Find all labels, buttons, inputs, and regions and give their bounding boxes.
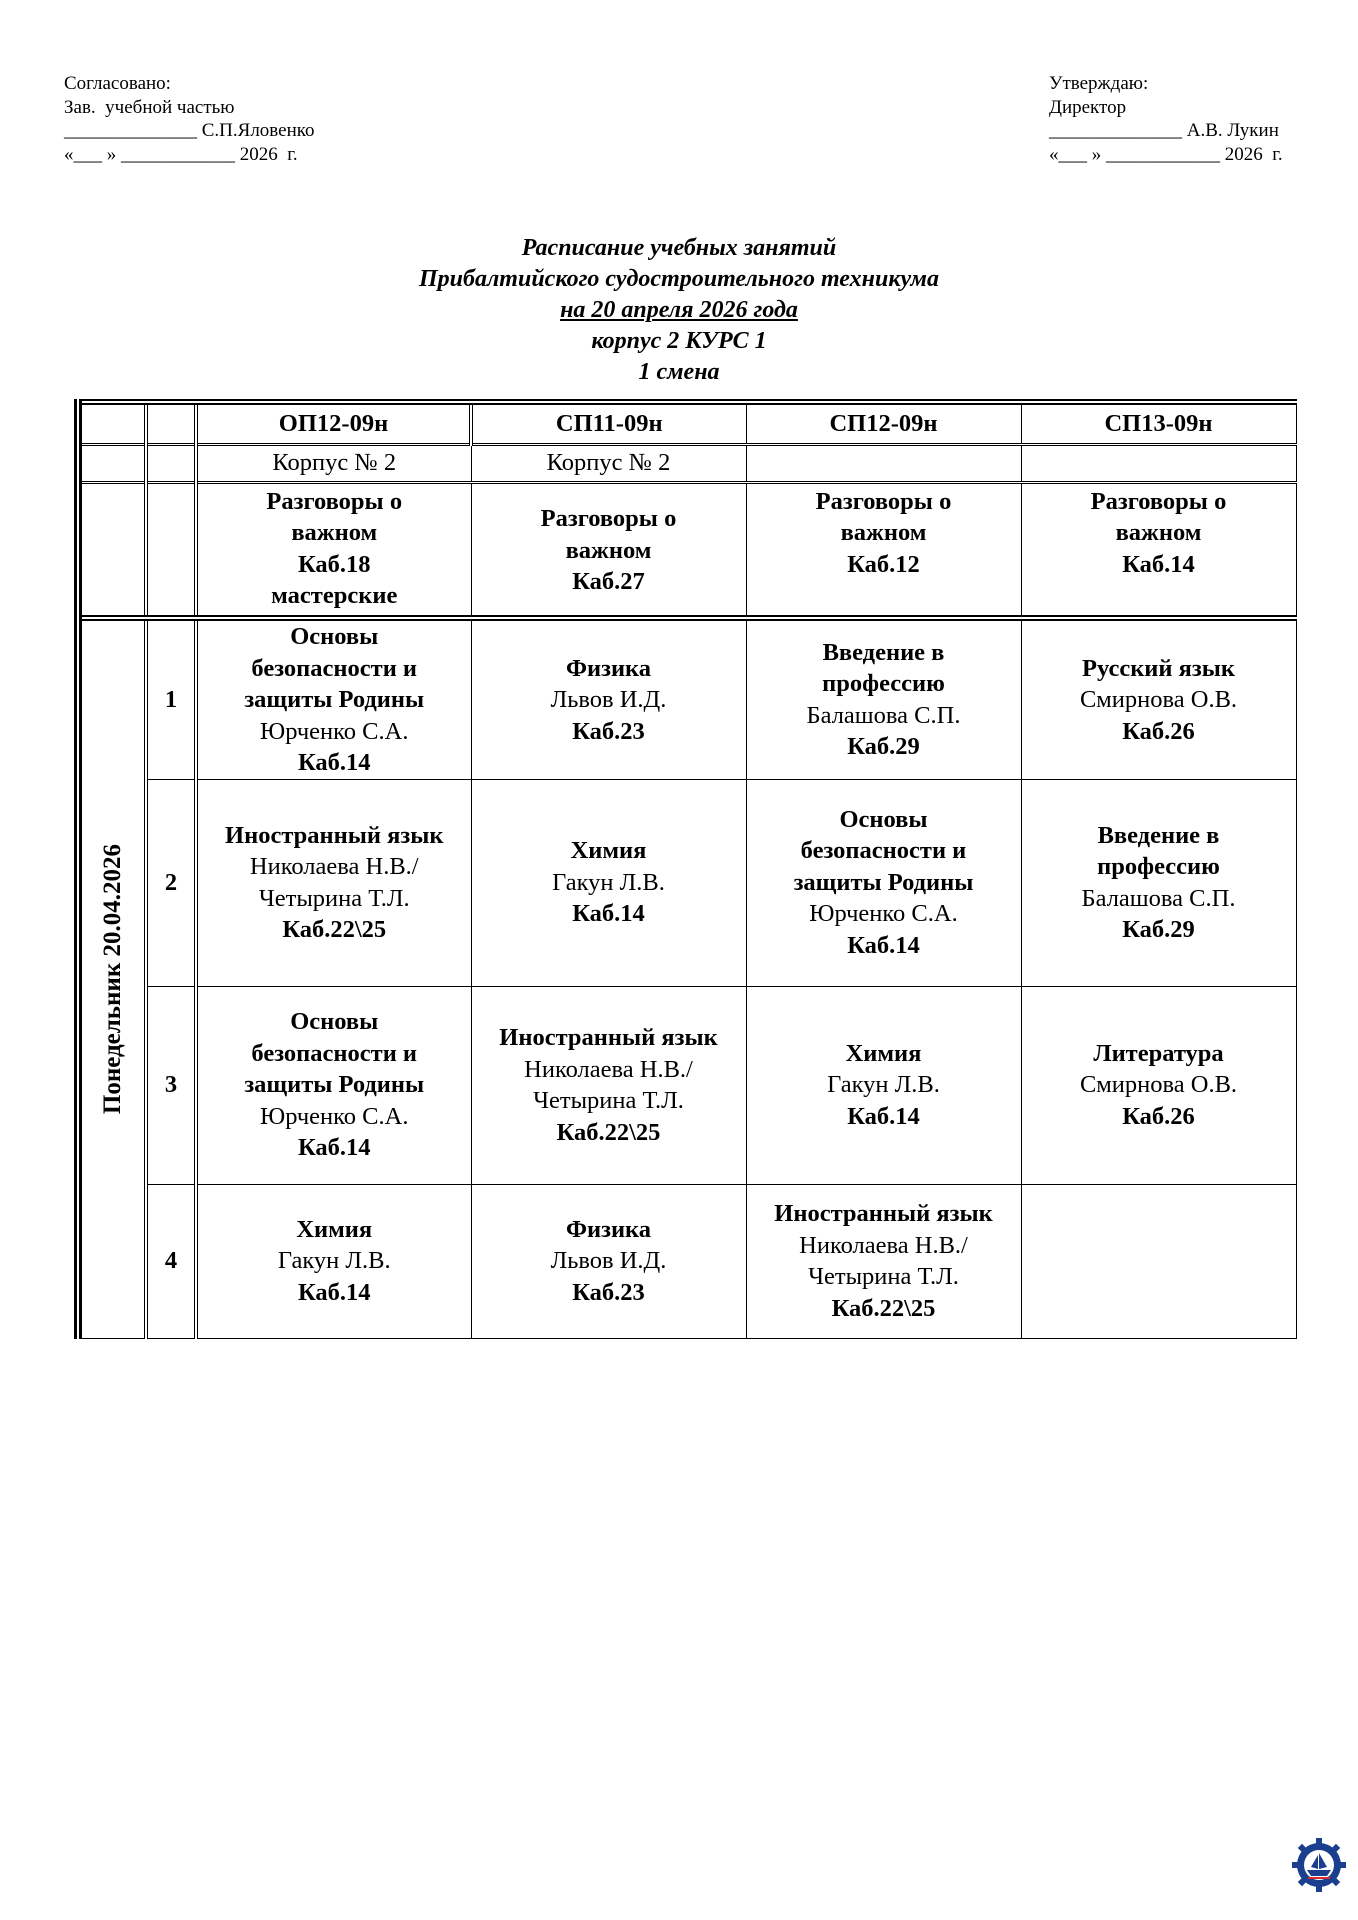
lesson-teacher: Львов И.Д. — [550, 686, 667, 713]
important-talk-row — [78, 482, 1296, 618]
period-number: 2 — [146, 779, 196, 986]
lesson-teacher: Балашова С.П. — [806, 701, 961, 729]
lesson-teacher: Юрченко С.А. — [260, 1102, 409, 1130]
schedule-table — [74, 399, 1297, 1339]
lesson-teacher: Гакун Л.В. — [277, 1247, 391, 1275]
group-header-row — [78, 402, 1296, 444]
lesson-subject: Основы — [839, 805, 928, 833]
lesson-subject: защиты Родины — [793, 868, 974, 896]
lesson-subject: защиты Родины — [244, 1071, 425, 1099]
lesson-subject: безопасности и — [800, 837, 967, 865]
lesson-room: Каб.23 — [572, 717, 645, 745]
approval-block-left — [64, 72, 315, 166]
approval-block-right — [1049, 72, 1283, 166]
lesson-cell — [471, 618, 746, 779]
lesson-cell — [196, 618, 471, 779]
building-cell: Корпус № 2 — [196, 444, 471, 482]
lesson-room: Каб.14 — [297, 1278, 371, 1306]
topic-room: Каб.12 — [847, 550, 920, 578]
topic-subject: важном — [291, 519, 378, 546]
building-row — [78, 444, 1296, 482]
title-line5: 1 смена — [638, 359, 720, 385]
lesson-room: Каб.14 — [297, 1134, 371, 1162]
lesson-cell — [471, 779, 746, 986]
lesson-cell — [1021, 1184, 1296, 1338]
lesson-teacher: Четырина Т.Л. — [808, 1263, 959, 1290]
period-number: 4 — [146, 1184, 196, 1338]
period-row — [78, 779, 1296, 986]
topic-room: Каб.14 — [1122, 550, 1195, 578]
approval-right-line2: Директор — [1049, 96, 1127, 118]
topic-subject: Разговоры о — [266, 487, 403, 515]
lesson-subject: безопасности и — [251, 1039, 418, 1067]
approval-right-line4: «___ » ____________ 2026 г. — [1049, 143, 1283, 165]
lesson-subject: Химия — [296, 1215, 373, 1243]
lesson-subject: профессию — [1097, 853, 1220, 880]
lesson-subject: Иностранный язык — [774, 1200, 993, 1227]
lesson-cell — [746, 1184, 1021, 1338]
lesson-room: Каб.29 — [847, 733, 920, 761]
lesson-room: Каб.22\25 — [282, 916, 387, 943]
title-line1: Расписание учебных занятий — [521, 235, 837, 261]
group-header: СП13-09н — [1021, 402, 1296, 444]
topic-subject: важном — [1115, 519, 1202, 546]
lesson-subject: Русский язык — [1081, 654, 1236, 682]
lesson-subject: Физика — [565, 1215, 652, 1243]
approval-left-line3: ______________ С.П.Яловенко — [64, 120, 315, 141]
lesson-teacher: Николаева Н.В./ — [524, 1055, 693, 1083]
approval-left-line1: Согласовано: — [64, 73, 171, 94]
lesson-teacher: Николаева Н.В./ — [799, 1231, 968, 1259]
lesson-teacher: Юрченко С.А. — [260, 717, 409, 745]
lesson-subject: защиты Родины — [244, 686, 425, 713]
lesson-subject: безопасности и — [251, 654, 418, 682]
lesson-teacher: Балашова С.П. — [1081, 884, 1236, 912]
approval-right-line1: Утверждаю: — [1049, 73, 1149, 94]
lesson-room: Каб.22\25 — [831, 1294, 936, 1322]
lesson-subject: Основы — [290, 1008, 379, 1036]
building-empty-day — [78, 444, 146, 482]
topic-extra: мастерские — [271, 582, 398, 609]
header-empty-num — [146, 402, 196, 444]
topic-empty-day — [78, 482, 146, 618]
lesson-subject: Химия — [845, 1039, 922, 1067]
lesson-teacher: Четырина Т.Л. — [533, 1087, 684, 1114]
lesson-room: Каб.26 — [1122, 1102, 1195, 1130]
building-empty-num — [146, 444, 196, 482]
lesson-cell — [471, 986, 746, 1184]
title-line2: Прибалтийского судостроительного техникума — [419, 266, 939, 292]
topic-room: Каб.18 — [297, 550, 371, 578]
ship-gear-logo-icon — [1291, 1837, 1347, 1893]
lesson-teacher: Львов И.Д. — [550, 1247, 667, 1275]
topic-cell — [1021, 482, 1296, 618]
lesson-cell — [196, 986, 471, 1184]
lesson-teacher: Смирнова О.В. — [1079, 686, 1238, 713]
building-cell: Корпус № 2 — [471, 444, 746, 482]
lesson-subject: Основы — [290, 623, 379, 650]
lesson-teacher: Гакун Л.В. — [827, 1071, 940, 1099]
lesson-cell — [471, 1184, 746, 1338]
lesson-subject: Иностранный язык — [499, 1024, 718, 1051]
topic-subject: важном — [565, 536, 652, 564]
building-cell — [746, 444, 1021, 482]
lesson-teacher: Гакун Л.В. — [552, 868, 665, 896]
title-line4: корпус 2 КУРС 1 — [591, 328, 767, 354]
period-row — [78, 618, 1296, 779]
period-row — [78, 1184, 1296, 1338]
lesson-room: Каб.14 — [847, 931, 920, 959]
lesson-cell — [1021, 779, 1296, 986]
title-line3 — [0, 295, 1358, 326]
lesson-cell — [1021, 618, 1296, 779]
topic-cell — [471, 482, 746, 618]
lesson-teacher: Четырина Т.Л. — [258, 884, 410, 912]
lesson-room: Каб.23 — [572, 1278, 645, 1306]
day-cell — [78, 618, 146, 1338]
lesson-room: Каб.22\25 — [556, 1118, 661, 1146]
lesson-cell — [746, 986, 1021, 1184]
lesson-room: Каб.26 — [1122, 717, 1195, 745]
lesson-room: Каб.14 — [572, 900, 645, 928]
lesson-teacher: Смирнова О.В. — [1079, 1071, 1238, 1099]
lesson-subject: Физика — [565, 654, 652, 682]
lesson-cell — [196, 1184, 471, 1338]
lesson-subject: Химия — [570, 837, 647, 865]
header-empty-day — [78, 402, 146, 444]
lesson-room: Каб.29 — [1122, 916, 1195, 943]
lesson-cell — [746, 618, 1021, 779]
period-number: 3 — [146, 986, 196, 1184]
lesson-subject: профессию — [822, 670, 945, 698]
period-number: 1 — [146, 618, 196, 779]
lesson-cell — [196, 779, 471, 986]
topic-subject: важном — [840, 519, 927, 546]
lesson-room: Каб.14 — [847, 1102, 920, 1130]
building-cell — [1021, 444, 1296, 482]
lesson-room: Каб.14 — [297, 749, 371, 776]
group-header: ОП12-09н — [196, 402, 471, 444]
day-label: Понедельник 20.04.2026 — [99, 844, 127, 1115]
lesson-teacher: Николаева Н.В./ — [249, 853, 419, 880]
approval-right-line3: ______________ А.В. Лукин — [1049, 120, 1279, 141]
approval-left-line2: Зав. учебной частью — [64, 96, 235, 118]
topic-subject: Разговоры о — [1090, 487, 1227, 515]
lesson-cell — [1021, 986, 1296, 1184]
lesson-subject: Литература — [1093, 1039, 1224, 1067]
lesson-subject: Иностранный язык — [225, 821, 444, 849]
group-header: СП12-09н — [746, 402, 1021, 444]
topic-cell — [196, 482, 471, 618]
topic-empty-num — [146, 482, 196, 618]
lesson-subject: Введение в — [822, 638, 945, 666]
lesson-teacher: Юрченко С.А. — [809, 900, 958, 928]
topic-room: Каб.27 — [572, 568, 645, 595]
topic-cell — [746, 482, 1021, 618]
topic-subject: Разговоры о — [815, 487, 952, 515]
topic-subject: Разговоры о — [540, 505, 677, 532]
schedule-title — [0, 233, 1358, 388]
group-header: СП11-09н — [471, 402, 746, 444]
period-row — [78, 986, 1296, 1184]
lesson-subject: Введение в — [1097, 821, 1220, 849]
title-date: на 20 апреля 2026 года — [560, 297, 798, 323]
approval-left-line4: «___ » ____________ 2026 г. — [64, 143, 298, 165]
lesson-cell — [746, 779, 1021, 986]
